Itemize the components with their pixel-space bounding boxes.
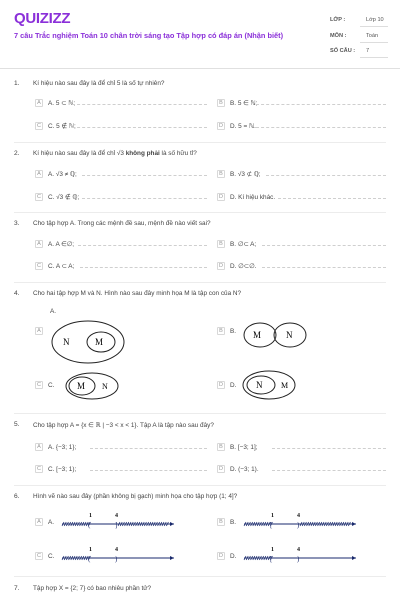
option-letter: B [217, 240, 225, 248]
option-c[interactable] [35, 465, 76, 473]
option-c[interactable] [35, 552, 54, 560]
option-text: C. [−3; 1); [48, 465, 77, 473]
option-d[interactable] [217, 122, 256, 130]
option-b[interactable] [217, 240, 256, 248]
option-letter: B [217, 443, 225, 451]
count-label: SỐ CÂU : [330, 48, 356, 54]
option-letter: D [217, 552, 225, 560]
number-line-a [60, 510, 178, 530]
option-letter: C [35, 552, 43, 560]
option-d[interactable] [217, 262, 256, 270]
option-letter: A [35, 170, 43, 178]
venn-diagram-d [240, 368, 298, 402]
question-number: 2. [14, 150, 20, 157]
option-letter: C [35, 193, 43, 201]
option-letter: B [217, 327, 225, 335]
option-d[interactable] [217, 193, 275, 201]
option-text: C. √3 ∉ ℚ; [48, 194, 80, 201]
tick-label: 4 [297, 513, 300, 519]
option-text: D. [230, 381, 237, 389]
option-text: D. ∅⊂∅. [230, 263, 257, 270]
option-b[interactable] [217, 327, 236, 335]
option-text: A. √3 ≠ ℚ; [48, 171, 77, 178]
question-number: 3. [14, 220, 20, 227]
quizizz-logo: QUIZIZZ [14, 10, 71, 27]
option-b[interactable] [217, 99, 257, 107]
answer-line [272, 470, 386, 471]
question-number: 5. [14, 421, 20, 428]
tick-label: 1 [89, 513, 92, 519]
option-text: D. [230, 552, 237, 560]
option-text: B. ∅⊂ A; [230, 241, 257, 248]
set-n-label: N [256, 380, 263, 390]
option-letter: C [35, 381, 43, 389]
class-label: LỚP : [330, 17, 346, 23]
question-text: Cho hai tập hợp M và N. Hình nào sau đây minh họa M là tập con của N? [33, 290, 242, 297]
option-letter: A [35, 518, 43, 526]
option-letter: D [217, 262, 225, 270]
option-c[interactable] [35, 122, 76, 130]
option-text: D. (−3; 1). [230, 465, 259, 473]
option-b[interactable] [217, 443, 258, 451]
venn-diagram-a [48, 318, 128, 366]
option-letter: C [35, 122, 43, 130]
option-text: D. 5 = ℕ. [230, 123, 256, 130]
option-text: A. A ∈∅; [48, 241, 75, 248]
subject-label: MÔN : [330, 33, 347, 39]
question-text: Hình vẽ nào sau đây (phần không bị gạch) minh họa cho tập hợp (1; 4]? [33, 493, 238, 500]
answer-line [266, 175, 386, 176]
tick-label: 1 [89, 547, 92, 553]
option-a[interactable] [35, 170, 77, 178]
set-m-label: M [95, 337, 104, 347]
bracket-right: ) [297, 555, 300, 563]
question-divider [14, 282, 386, 283]
option-text: A. {−3; 1}; [48, 443, 77, 451]
question-divider [14, 212, 386, 213]
axis-arrow [170, 522, 174, 526]
document-title: 7 câu Trắc nghiệm Toán 10 chân trời sáng tạo Tập hợp có đáp án (Nhận biết) [14, 31, 284, 40]
class-underline [360, 26, 388, 27]
option-letter: C [35, 262, 43, 270]
answer-line [72, 104, 207, 105]
tick-label: 4 [115, 547, 118, 553]
option-text: C. [48, 381, 55, 389]
bracket-right: ] [115, 521, 118, 529]
option-text: B. [230, 518, 237, 526]
option-letter: A [35, 240, 43, 248]
option-a[interactable] [35, 443, 76, 451]
venn-diagram-c [62, 370, 122, 402]
option-a[interactable] [35, 240, 74, 248]
option-text: B. √3 ⊄ ℚ; [230, 171, 261, 178]
option-a[interactable] [35, 99, 75, 107]
option-letter: D [217, 465, 225, 473]
option-a[interactable] [35, 518, 54, 526]
option-letter: B [217, 99, 225, 107]
option-text: A. [48, 518, 55, 526]
answer-line [90, 470, 207, 471]
answer-line [262, 267, 386, 268]
option-d[interactable] [217, 381, 236, 389]
option-letter: B [217, 518, 225, 526]
option-letter: A [35, 443, 43, 451]
axis-arrow [352, 522, 356, 526]
question-text: Tập hợp X = {2; 7} có bao nhiêu phần tử? [33, 585, 152, 592]
question-divider [14, 576, 386, 577]
option-text: A. 5 ⊂ ℕ; [48, 100, 76, 107]
question-number: 4. [14, 290, 20, 297]
answer-line [256, 127, 386, 128]
option-letter: D [217, 381, 225, 389]
option-text: D. Kí hiệu khác. [230, 193, 276, 201]
set-m-label: M [77, 381, 86, 391]
number-line-b [242, 510, 360, 530]
question-text-bold: không phải [125, 150, 160, 157]
option-d[interactable] [217, 552, 236, 560]
question-text: Cho tập hợp A. Trong các mệnh đề sau, mệnh đề nào viết sai? [33, 220, 211, 227]
option-d[interactable] [217, 465, 259, 473]
option-letter: B [217, 170, 225, 178]
answer-line [72, 127, 207, 128]
axis-arrow [352, 556, 356, 560]
count-underline [360, 57, 388, 58]
option-text: C. A ⊂ A; [48, 263, 75, 270]
number-line-c [60, 544, 178, 564]
tick-label: 1 [271, 513, 274, 519]
set-m-label: M [281, 381, 289, 390]
subject-underline [360, 42, 388, 43]
question-number: 7. [14, 585, 20, 592]
question-number: 6. [14, 493, 20, 500]
count-value: 7 [366, 48, 370, 54]
subject-value: Toán [366, 33, 379, 39]
bracket-left: [ [270, 521, 273, 529]
answer-line [82, 198, 207, 199]
answer-line [272, 448, 386, 449]
set-n-label: N [102, 382, 108, 391]
set-n-label: N [286, 330, 293, 340]
tick-label: 1 [271, 547, 274, 553]
option-c[interactable] [35, 262, 74, 270]
answer-line [90, 448, 207, 449]
option-c[interactable] [35, 381, 54, 389]
option-text: C. [48, 552, 55, 560]
option-letter: A [35, 99, 43, 107]
option-text: B. 5 ∈ ℕ; [230, 100, 258, 107]
option-text: B. [230, 327, 237, 335]
option-a[interactable] [35, 327, 48, 335]
question-text [33, 150, 197, 157]
answer-line [78, 245, 207, 246]
answer-line [262, 245, 386, 246]
question-text: Kí hiệu nào sau đây là để chỉ 5 là số tự nhiên? [33, 80, 165, 87]
set-n-ellipse [66, 373, 118, 399]
answer-line [82, 175, 207, 176]
venn-diagram-b [240, 316, 314, 354]
option-letter: C [35, 465, 43, 473]
question-text: Cho tập hợp A = {x ∈ ℝ | −3 < x < 1}. Tập A là tập nào sau đây? [33, 422, 214, 429]
question-divider [14, 142, 386, 143]
question-text-pre: Kí hiệu nào sau đây là để chỉ √3 [33, 150, 126, 157]
bracket-right: ) [297, 521, 300, 529]
bracket-left: ( [88, 521, 91, 529]
answer-line [278, 198, 386, 199]
header-divider [0, 68, 400, 69]
class-value: Lớp 10 [366, 17, 384, 23]
option-b[interactable] [217, 170, 261, 178]
tick-label: 4 [115, 513, 118, 519]
question-number: 1. [14, 80, 20, 87]
question-divider [14, 485, 386, 486]
set-m-label: M [253, 330, 262, 340]
option-letter: D [217, 122, 225, 130]
option-b[interactable] [217, 518, 236, 526]
set-n-label: N [63, 337, 70, 347]
option-a-label: A. [50, 308, 57, 315]
axis-arrow [170, 556, 174, 560]
question-divider [14, 413, 386, 414]
number-line-d [242, 544, 360, 564]
answer-line [80, 267, 207, 268]
option-c[interactable] [35, 193, 79, 201]
option-text: B. [−3; 1]; [230, 443, 258, 451]
bracket-left: ( [88, 555, 91, 563]
question-text-post: là số hữu tỉ? [159, 150, 197, 157]
option-text: C. 5 ∉ ℕ; [48, 123, 76, 130]
bracket-left: [ [270, 555, 273, 563]
tick-label: 4 [297, 547, 300, 553]
option-letter: D [217, 193, 225, 201]
bracket-right: ) [115, 555, 118, 563]
answer-line [256, 104, 386, 105]
option-letter: A [35, 327, 43, 335]
